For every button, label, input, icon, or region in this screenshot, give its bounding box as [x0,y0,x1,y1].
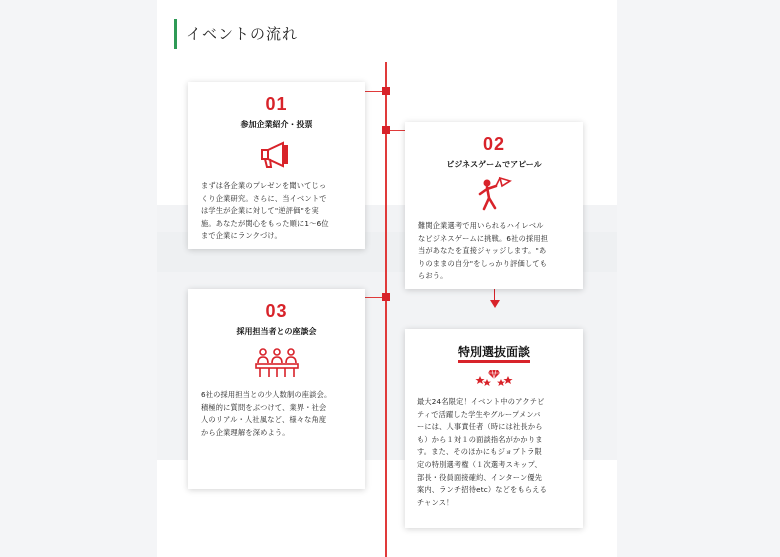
desc-line: なビジネスゲームに挑戦。6社の採用担 [418,233,549,243]
desc-line: まで企業にランクづけ。 [201,231,282,241]
flow-arrow-icon [490,300,500,308]
special-description [417,396,571,509]
desc-line: ティで活躍した学生やグループメンバ [417,409,541,419]
step-number: 01 [265,94,288,114]
step-number: 02 [482,134,506,154]
desc-line: らおう。 [418,271,448,281]
desc-line: くり企業研究。さらに、当イベントで [201,193,327,203]
desc-line: 当があなたを直接ジャッジします。"あ [418,246,547,256]
megaphone-icon [259,140,295,170]
desc-line: す。また、そのほかにもジョブトラ限 [417,447,542,457]
step-description [201,389,353,439]
desc-line: 案内、ランチ招待etc）などをもらえる [417,485,547,495]
desc-line: ーには、人事責任者（時には社長から [417,422,543,432]
step-card-01 [188,82,365,249]
desc-line: 定の特別選考権（１次選考スキップ、 [417,459,542,469]
special-title-text: 特別選抜面談 [458,345,530,363]
desc-line: 施。あなたが関心をもった順に1〜6位 [201,218,329,228]
desc-line: チャンス！ [417,497,454,507]
desc-line: 難関企業選考で用いられるハイレベル [418,221,544,230]
desc-line: りのままの自分"をしっかり評価しても [418,258,548,268]
flag-runner-icon [476,176,512,212]
desc-line: 人のリアル・人社風など、様々な角度 [201,415,327,425]
step-title: 参加企業紹介・投票 [240,120,313,129]
timeline-node-02 [382,126,390,134]
timeline-node-03 [382,293,390,301]
desc-line: 部長・役員面接確約、インターン優先 [417,472,543,482]
diamond-stars-icon [472,366,516,388]
meeting-icon [255,347,299,379]
desc-line: 6社の採用担当との少人数制の座談会。 [201,390,332,399]
step-card-03 [188,289,365,489]
desc-line: も）から１対１の面談指名がかかりま [417,434,543,444]
special-interview-card [405,329,583,528]
step-card-02 [405,122,583,289]
special-title [405,343,583,360]
desc-line: は学生が企業に対して"逆評価"を実 [201,206,319,216]
desc-line: まずは各企業のプレゼンを聞いてじっ [201,181,327,190]
step-number: 03 [265,301,288,321]
desc-line: から企業理解を深めよう。 [201,427,290,437]
step-description [418,220,571,283]
section-heading: イベントの流れ [174,19,298,49]
timeline-line [385,62,387,557]
desc-line: 最大24名限定！イベント中のアクテビ [417,397,545,406]
step-title: 採用担当者との座談会 [236,327,317,336]
step-description [201,180,353,243]
timeline-node-01 [382,87,390,95]
desc-line: 積極的に質問をぶつけて、業界・社会 [201,402,327,412]
step-title: ビジネスゲームでアピール [446,160,542,169]
page [157,0,617,557]
